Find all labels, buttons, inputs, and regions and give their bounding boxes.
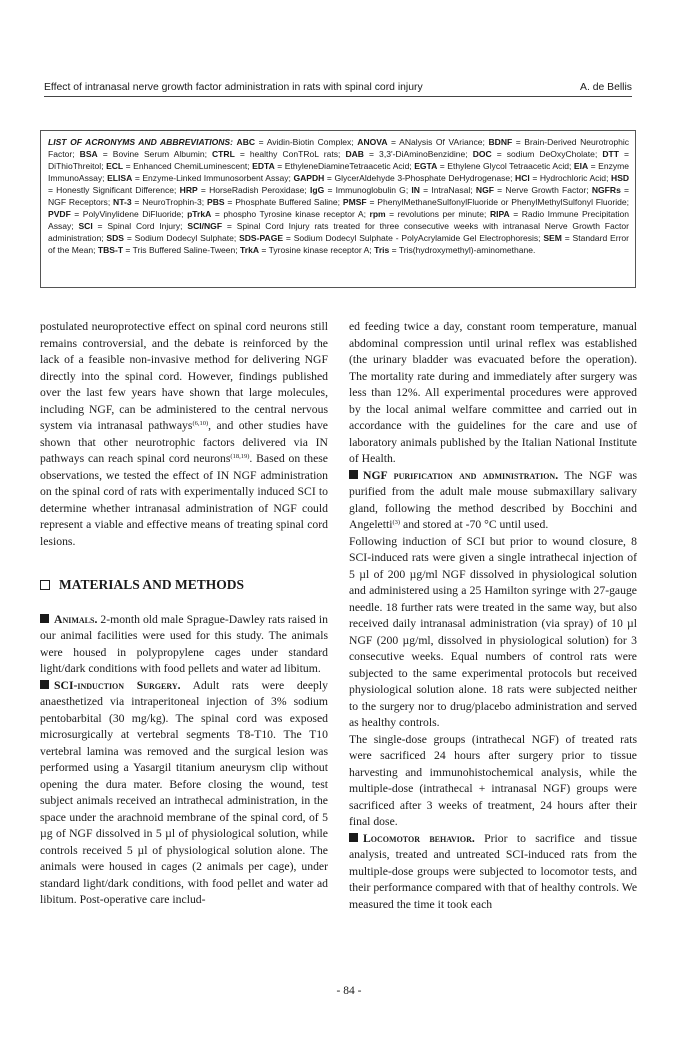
ngf-paragraph: NGF purification and administration. The NGF was purified from the adult male mouse submaxillary salivary gland, following the method described by Bocchini and Angeletti$^{(3)}$ and stored at -70 °C until used. <box>349 468 637 531</box>
abbreviation-definition: = Radio Immune Precipitation Assay; <box>48 209 630 231</box>
animals-paragraph: Animals. 2-month old male Sprague-Dawley rats raised in our animal facilities were used for this study. The animals were housed in polypropylene cages under standard light/dark conditions with food pellets and water ad libitum. <box>40 612 328 675</box>
abbreviation-term: EIA <box>573 161 589 171</box>
abbreviation-term: IgG <box>310 185 325 195</box>
abbreviation-definition: = Spinal Cord Injury rats treated for three consecutive weeks with intranasal Nerve Growth Factor administration; <box>48 221 630 243</box>
running-header <box>44 82 632 97</box>
abbreviation-definition: = DiThioThreitol; <box>48 149 630 171</box>
abbreviation-definition: = phospho Tyrosine kinase receptor A; <box>211 209 366 219</box>
abbreviation-term: TrkA <box>240 245 260 255</box>
abbreviation-term: DTT <box>602 149 619 159</box>
abbreviation-term: Tris <box>374 245 390 255</box>
citation: (3) <box>392 519 401 526</box>
abbreviation-term: EGTA <box>414 161 438 171</box>
abbreviations-list <box>48 137 629 255</box>
square-bullet-icon <box>40 680 49 689</box>
abbreviation-term: CTRL <box>212 149 235 159</box>
ngf-subheading: NGF purification and administration. <box>363 468 559 482</box>
treatment-paragraph: Following induction of SCI but prior to wound closure, 8 SCI-induced rats were given a single intrathecal injection of 5 µl of 200 µg/ml NGF dissolved in physiological solution and administered using a 25 Hamilton syringe with 27-gauge needle. 18 further rats were treated in the same way, but also received daily intranasal administration (via spray) of 10 µl NGF (200 µg/ml, dissolved in physiological solution) for 3 consecutive weeks. Equal numbers of control rats were subjected to the same experimental protocols but received physiological solution alone. 18 rats were subjected neither to the surgery nor to drug/placebo administration and served as healthy controls. <box>349 534 637 729</box>
abbreviation-term: HRP <box>179 185 198 195</box>
abbreviation-term: SCI/NGF <box>187 221 223 231</box>
abbreviation-definition: = EthyleneDiamineTetraacetic Acid; <box>274 161 412 171</box>
abbreviation-definition: = healthy ConTRoL rats; <box>234 149 341 159</box>
abbreviation-definition: = Enzyme-Linked Immunosorbent Assay; <box>132 173 291 183</box>
post-operative-paragraph: ed feeding twice a day, constant room temperature, manual abdominal compression until urinal reflex was established (the urinary bladder was evacuated before the operation). The mortality rate during and immediately after surgery was less than 12%. All experimental procedures were approved by the local animal welfare committee and carried out in accordance with the guidelines for the care and use of laboratory animals published by the Italian National Institute of Health. <box>349 320 637 465</box>
abbreviation-definition: = Bovine Serum Albumin; <box>97 149 207 159</box>
abbreviation-term: BDNF <box>488 137 513 147</box>
abbreviation-definition: = IntraNasal; <box>419 185 473 195</box>
abbreviation-definition: = HorseRadish Peroxidase; <box>197 185 307 195</box>
abbreviation-term: ECL <box>106 161 124 171</box>
checkbox-icon <box>40 580 50 590</box>
locomotor-paragraph: Locomotor behavior. Prior to sacrifice and tissue analysis, treated and untreated SCI-induced rats from the multiple-dose groups were subjected to locomotor tests, and their performance compared with that of healthy controls. We measured the time it took each <box>349 831 638 911</box>
abbreviation-definition: = Tris Buffered Saline-Tween; <box>123 245 238 255</box>
abbreviation-term: pTrkA <box>187 209 212 219</box>
abbreviation-term: BSA <box>79 149 98 159</box>
abbreviation-definition: = Phosphate Buffered Saline; <box>224 197 341 207</box>
intro-paragraph: postulated neuroprotective effect on spinal cord neurons still remains controversial, and the debate is reinforced by the lack of a feasible non-invasive method for delivering NGF directly into the spinal cord. However, findings published over the last few years have shown that large molecules, including NGF, can be administered to the central nervous system via intranasal pathways$^{(6,10)}$, and other studies have shown that other neurotrophic factors delivered via IN pathways can reach spinal cord neurons$^{(18,19)}$. Based on these observations, we tested the effect of IN NGF administration on the spinal cord of rats with experimentally induced SCI to determine whether intranasal administration of NGF could represent a viable and effective means of treating spinal cord lesions. <box>40 320 328 548</box>
right-column <box>349 319 637 913</box>
abbreviation-definition: = Brain-Derived Neurotrophic Factor; <box>48 137 630 159</box>
abbreviation-term: SDS-PAGE <box>239 233 284 243</box>
abbreviation-term: RIPA <box>489 209 510 219</box>
abbreviations-box <box>40 130 636 288</box>
abbreviation-definition: = GlycerAldehyde 3-Phosphate DeHydrogenase; <box>324 173 513 183</box>
abbreviation-term: ELISA <box>107 173 133 183</box>
square-bullet-icon <box>40 614 49 623</box>
abbreviation-term: EDTA <box>252 161 275 171</box>
sacrifice-paragraph: The single-dose groups (intrathecal NGF) of treated rats were sacrificed 24 hours after surgery prior to tissue harvesting and immunohistochemical analysis, while the multiple-dose (intrathecal + intranasal NGF) groups were sacrificed after 3 weeks of treatment, 24 hours after their final dose. <box>349 732 637 828</box>
abbreviation-definition: = Immunoglobulin G; <box>324 185 409 195</box>
abbreviation-definition: = Hydrochloric Acid; <box>529 173 609 183</box>
abbreviation-definition: = revolutions per minute; <box>385 209 487 219</box>
abbreviation-definition: = sodium DeOxyCholate; <box>491 149 598 159</box>
abbreviation-term: GAPDH <box>293 173 325 183</box>
surgery-paragraph: SCI-induction Surgery. Adult rats were deeply anaesthetized via intraperitoneal injection of 3% sodium pentobarbital (30 mg/kg). The spinal cord was exposed microsurgically at vertebral segments T8-T10. The T10 vertebral lamina was removed and the surgical lesion was performed using a Yasargil titanium aneurysm clip without opening the dura mater. Before closing the wound, test subject animals received an intrathecal administration, in the space under the arachnoid membrane of the spinal cord, of 5 µg of NGF dissolved in 5 µl of physiological solution, while controls received 5 µl of physiological solution alone. The animals were housed in cages (2 animals per cage), under standard light/dark conditions, with food pellet and water ad libitum. Post-operative care includ- <box>40 678 328 906</box>
abbreviation-term: ANOVA <box>357 137 388 147</box>
abbreviation-definition: = Spinal Cord Injury; <box>92 221 183 231</box>
abbreviation-term: IN <box>411 185 420 195</box>
article-title: Effect of intranasal nerve growth factor administration in rats with spinal cord injury <box>44 82 423 93</box>
section-heading: MATERIALS AND METHODS <box>40 577 328 594</box>
abbreviation-term: SDS <box>106 233 124 243</box>
abbreviations-heading: LIST OF ACRONYMS AND ABBREVIATIONS: <box>48 137 233 147</box>
abbreviation-term: ABC <box>236 137 256 147</box>
square-bullet-icon <box>349 833 358 842</box>
abbreviation-definition: = NGF Receptors; <box>48 185 630 207</box>
abbreviation-definition: = Nerve Growth Factor; <box>493 185 589 195</box>
abbreviation-definition: = Tyrosine kinase receptor A; <box>259 245 372 255</box>
citation: (6,10) <box>192 420 209 427</box>
abbreviation-term: DAB <box>345 149 364 159</box>
abbreviation-term: PBS <box>207 197 225 207</box>
abbreviation-term: PVDF <box>48 209 71 219</box>
left-column <box>40 319 328 909</box>
abbreviation-definition: = 3,3'-DiAminoBenzidine; <box>363 149 468 159</box>
abbreviation-term: NGF <box>475 185 494 195</box>
citation: (18,19) <box>230 453 250 460</box>
locomotor-subheading: Locomotor behavior. <box>363 831 475 845</box>
abbreviation-term: NGFRs <box>591 185 621 195</box>
abbreviation-definition: = Ethylene Glycol Tetraacetic Acid; <box>437 161 572 171</box>
abbreviation-term: HSD <box>611 173 630 183</box>
abbreviation-definition: = PolyVinylidene DiFluoride; <box>70 209 184 219</box>
abbreviation-term: rpm <box>369 209 386 219</box>
abbreviation-definition: = PhenylMethaneSulfonylFluoride or PhenylMethylSulfonyl Fluoride; <box>366 197 630 207</box>
abbreviation-definition: = NeuroTrophin-3; <box>131 197 205 207</box>
abbreviation-definition: = Enzyme ImmunoAssay; <box>48 161 629 183</box>
abbreviation-term: TBS-T <box>97 245 124 255</box>
surgery-subheading: SCI-induction Surgery. <box>54 678 181 692</box>
abbreviation-term: DOC <box>472 149 492 159</box>
author-name: A. de Bellis <box>580 82 632 93</box>
abbreviation-term: SEM <box>543 233 562 243</box>
abbreviation-definition: = Standard Error of the Mean; <box>48 233 630 255</box>
square-bullet-icon <box>349 470 358 479</box>
page-number: - 84 - <box>336 985 362 997</box>
abbreviation-definition: = Honestly Significant Difference; <box>48 185 177 195</box>
animals-subheading: Animals. <box>54 612 98 626</box>
abbreviation-definition: = ANalysis Of VAriance; <box>387 137 485 147</box>
abbreviation-term: NT-3 <box>113 197 132 207</box>
abbreviation-definition: = Avidin-Biotin Complex; <box>255 137 354 147</box>
abbreviation-term: SCI <box>78 221 93 231</box>
abbreviation-term: PMSF <box>342 197 367 207</box>
abbreviation-term: HCl <box>515 173 530 183</box>
abbreviation-definition: = Sodium Dodecyl Sulphate; <box>124 233 237 243</box>
abbreviation-definition: = Enhanced ChemiLuminescent; <box>123 161 250 171</box>
abbreviation-definition: = Sodium Dodecyl Sulphate - PolyAcrylamide Gel Electrophoresis; <box>283 233 541 243</box>
abbreviation-definition: = Tris(hydroxymethyl)-aminomethane. <box>389 245 536 255</box>
